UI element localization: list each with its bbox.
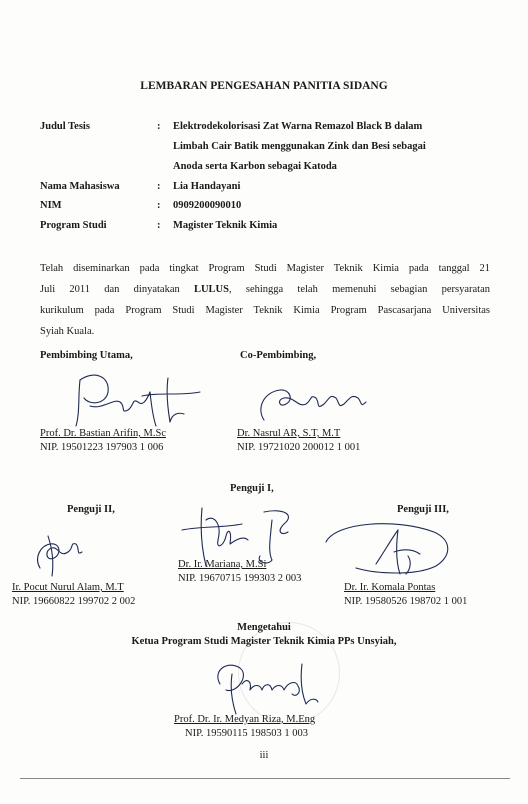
- co-pembimbing-name: Dr. Nasrul AR, S.T, M.T: [237, 428, 341, 439]
- field-label-nama: Nama Mahasiswa: [40, 181, 120, 192]
- co-pembimbing-nip: NIP. 19721020 200012 1 001: [237, 442, 361, 453]
- penguji-2-nip: NIP. 19660822 199702 2 002: [12, 596, 136, 607]
- paragraph-line-1: Telah diseminarkan pada tingkat Program Studi Magister Teknik Kimia pada tanggal 21: [40, 263, 490, 274]
- ketua-signature: [206, 654, 326, 718]
- penguji-1-nip: NIP. 19670715 199303 2 003: [178, 573, 302, 584]
- penguji-3-nip: NIP. 19580526 198702 1 001: [344, 596, 468, 607]
- penguji-2-title: Penguji II,: [67, 504, 115, 515]
- pembimbing-utama-title: Pembimbing Utama,: [40, 350, 133, 361]
- ketua-title: Ketua Program Studi Magister Teknik Kimia PPs Unsyiah,: [131, 636, 397, 647]
- pembimbing-utama-name: Prof. Dr. Bastian Arifin, M.Sc: [40, 428, 166, 439]
- penguji-1-title: Penguji I,: [230, 483, 274, 494]
- paragraph-line-3: kurikulum pada Program Studi Magister Teknik Kimia Program Pascasarjana Universitas: [40, 305, 490, 316]
- judul-line-1: Elektrodekolorisasi Zat Warna Remazol Black B dalam: [173, 121, 423, 132]
- ketua-nip: NIP. 19590115 198503 1 003: [185, 728, 308, 739]
- page-bottom-rule: [20, 778, 510, 779]
- field-label-prodi: Program Studi: [40, 220, 107, 231]
- field-value-prodi: Magister Teknik Kimia: [173, 220, 278, 231]
- field-colon: :: [157, 121, 161, 132]
- statement-paragraph: [40, 258, 490, 342]
- pembimbing-utama-signature: [50, 362, 210, 432]
- field-label-nim: NIM: [40, 200, 62, 211]
- field-colon: :: [157, 181, 161, 192]
- ketua-name: Prof. Dr. Ir. Medyan Riza, M.Eng: [174, 714, 316, 725]
- judul-line-2: Limbah Cair Batik menggunakan Zink dan Besi sebagai: [173, 141, 426, 152]
- penguji-3-name: Dr. Ir. Komala Pontas: [344, 582, 436, 593]
- field-label-judul: Judul Tesis: [40, 121, 90, 132]
- judul-line-3: Anoda serta Karbon sebagai Katoda: [173, 161, 337, 172]
- co-pembimbing-title: Co-Pembimbing,: [240, 350, 317, 361]
- page-title: LEMBARAN PENGESAHAN PANITIA SIDANG: [140, 80, 388, 92]
- penguji-2-signature: [30, 528, 90, 580]
- lulus-text: LULUS: [193, 284, 229, 295]
- co-pembimbing-signature: [250, 380, 390, 430]
- page-number: iii: [259, 750, 269, 761]
- paragraph-line-2-sep: ,: [228, 284, 246, 295]
- penguji-3-title: Penguji III,: [397, 504, 449, 515]
- pembimbing-utama-nip: NIP. 19501223 197903 1 006: [40, 442, 164, 453]
- field-colon: :: [157, 220, 161, 231]
- penguji-2-name: Ir. Pocut Nurul Alam, M.T: [12, 582, 124, 593]
- field-value-nim: 0909200090010: [173, 200, 242, 211]
- penguji-3-signature: [316, 512, 466, 592]
- field-colon: :: [157, 200, 161, 211]
- paragraph-line-2-prefix: Juli 2011 dan dinyatakan: [40, 284, 194, 295]
- mengetahui-heading: Mengetahui: [237, 622, 291, 633]
- penguji-1-name: Dr. Ir. Mariana, M.Si: [178, 559, 267, 570]
- paragraph-line-2: [40, 279, 490, 300]
- field-value-nama: Lia Handayani: [173, 181, 241, 192]
- paragraph-line-2-rest: sehingga telah memenuhi sebagian persyaratan: [245, 284, 490, 295]
- paragraph-line-4: Syiah Kuala.: [40, 326, 95, 337]
